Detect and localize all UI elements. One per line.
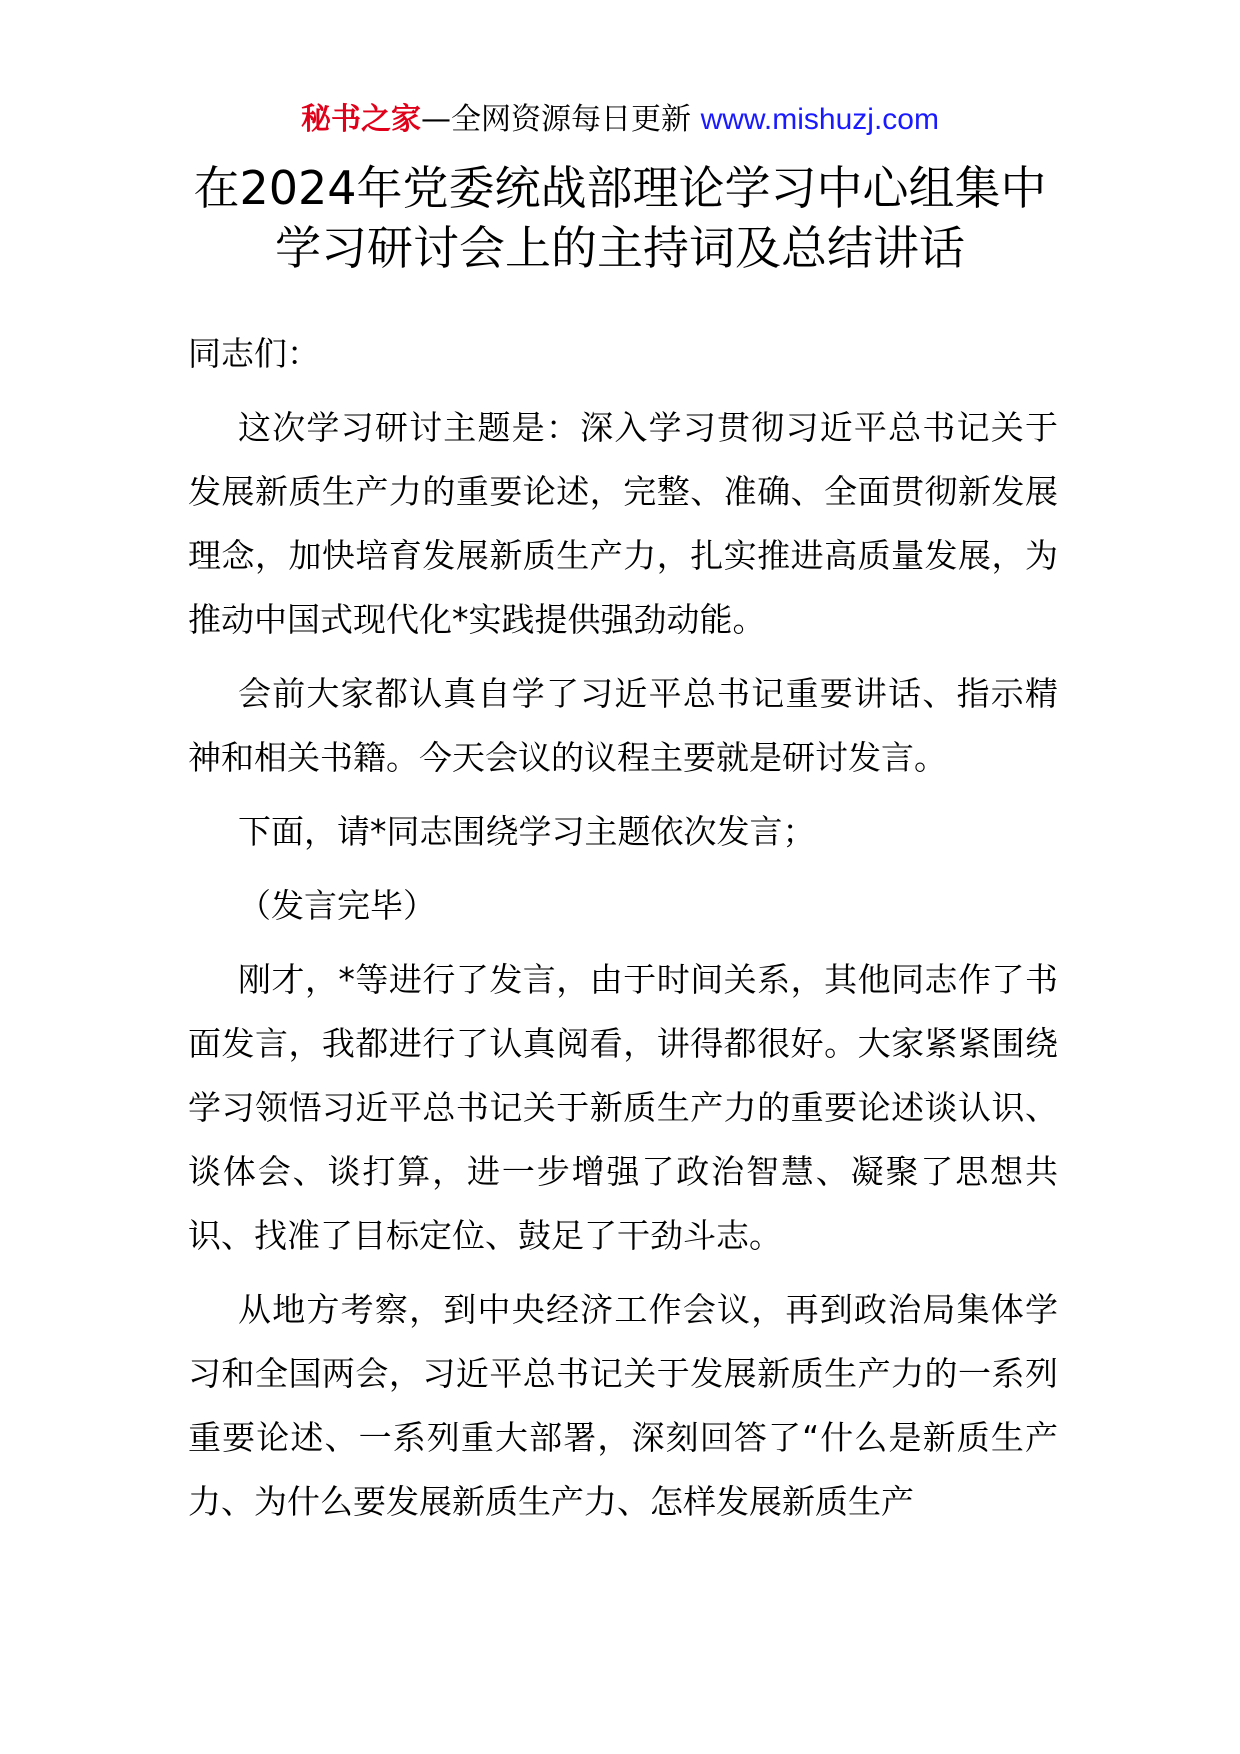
paragraph: 下面，请*同志围绕学习主题依次发言； — [238, 812, 816, 851]
title-line-1: 在2024年党委统战部理论学习中心组集中 — [193, 161, 1047, 215]
title-line-2: 学习研讨会上的主持词及总结讲话 — [275, 221, 965, 275]
paragraph: 这次学习研讨主题是：深入学习贯彻习近平总书记关于发展新质生产力的重要论述，完整、准确、全面贯彻新发展理念，加快培育发展新质生产力，扎实推进高质量发展，为推动中国式现代化*实践提供强劲动能。 — [188, 408, 1058, 639]
paragraph: 刚才，*等进行了发言，由于时间关系，其他同志作了书面发言，我都进行了认真阅看，讲得都很好。大家紧紧围绕学习领悟习近平总书记关于新质生产力的重要论述谈认识、谈体会、谈打算，进一步增强了政治智慧、凝聚了思想共识、找准了目标定位、鼓足了干劲斗志。 — [188, 960, 1058, 1255]
document-body — [188, 322, 1058, 1544]
paragraph: （发言完毕） — [238, 886, 436, 925]
brand-name: 秘书之家 — [301, 102, 422, 137]
source-header — [0, 100, 1240, 140]
paragraph: 会前大家都认真自学了习近平总书记重要讲话、指示精神和相关书籍。今天会议的议程主要就是研讨发言。 — [188, 674, 1058, 777]
document-title — [140, 158, 1100, 278]
site-link[interactable]: www.mishuzj.com — [700, 103, 939, 136]
paragraph: 从地方考察，到中央经济工作会议，再到政治局集体学习和全国两会，习近平总书记关于发展新质生产力的一系列重要论述、一系列重大部署，深刻回答了“什么是新质生产力、为什么要发展新质生产力、怎样发展新质生产 — [188, 1290, 1058, 1521]
header-slogan: —全网资源每日更新 — [421, 102, 692, 137]
salutation: 同志们： — [188, 334, 320, 373]
